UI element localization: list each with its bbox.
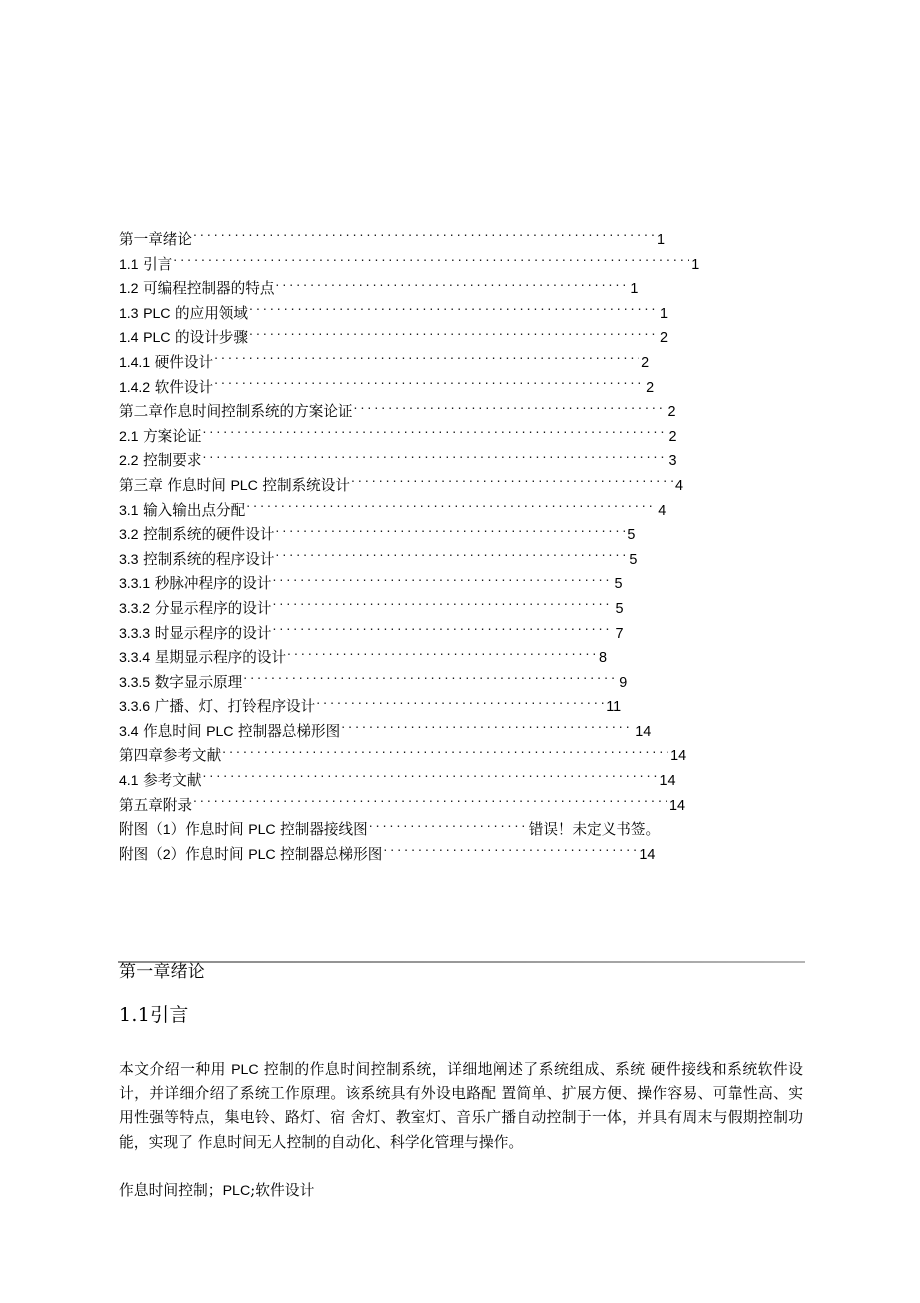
toc-entry[interactable] — [119, 794, 809, 819]
toc-page-number: 3 — [668, 453, 677, 470]
table-of-contents — [119, 228, 809, 867]
toc-entry[interactable] — [119, 597, 809, 622]
toc-dot-leader — [243, 672, 617, 687]
toc-entry-label: 3.3.2 分显示程序的设计 — [119, 599, 272, 617]
toc-entry[interactable] — [119, 253, 809, 278]
toc-dot-leader — [275, 549, 627, 564]
toc-entry-label: 3.4 作息时间 PLC 控制器总梯形图 — [119, 722, 341, 740]
toc-entry-label: 1.2 可编程控制器的特点 — [119, 280, 275, 298]
toc-page-number: 5 — [629, 551, 638, 568]
toc-entry-label: 3.3.1 秒脉冲程序的设计 — [119, 575, 272, 593]
toc-page-number: 2 — [641, 354, 650, 371]
toc-entry[interactable] — [119, 326, 809, 351]
toc-page-number: 8 — [599, 650, 608, 667]
toc-page-number: 5 — [615, 600, 624, 617]
toc-dot-leader — [173, 254, 689, 269]
toc-page-number: 2 — [646, 379, 655, 396]
toc-dot-leader — [222, 746, 668, 761]
toc-dot-leader — [272, 574, 612, 589]
toc-entry-label: 1.4 PLC 的设计步骤 — [119, 329, 248, 347]
toc-page-number: 2 — [668, 428, 677, 445]
toc-entry-label: 第一章绪论 — [119, 231, 192, 248]
toc-page-number: 1 — [656, 232, 665, 248]
toc-entry[interactable] — [119, 351, 809, 376]
toc-page-number: 2 — [667, 404, 676, 421]
toc-page-number: 5 — [614, 576, 623, 593]
toc-entry[interactable] — [119, 400, 809, 425]
toc-page-number: 1 — [630, 281, 639, 298]
toc-page-number: 4 — [658, 502, 667, 519]
toc-entry-label: 第四章参考文献 — [119, 747, 222, 765]
toc-entry[interactable] — [119, 646, 809, 671]
toc-dot-leader — [202, 451, 666, 466]
section-divider-rule — [118, 961, 805, 963]
toc-entry-label: 3.3.6 广播、灯、打铃程序设计 — [119, 698, 316, 716]
toc-page-number: 4 — [674, 477, 683, 494]
toc-entry[interactable] — [119, 818, 809, 843]
toc-entry[interactable] — [119, 769, 809, 794]
toc-entry-label: 1.1 引言 — [119, 255, 173, 273]
toc-page-number: 1 — [691, 256, 700, 273]
toc-page-number: 14 — [668, 797, 685, 814]
toc-dot-leader — [249, 328, 658, 343]
toc-page-number: 14 — [639, 846, 656, 863]
toc-entry-label: 第三章 作息时间 PLC 控制系统设计 — [119, 476, 350, 494]
toc-page-number: 11 — [606, 699, 622, 716]
toc-entry-label: 附图（2）作息时间 PLC 控制器总梯形图 — [119, 845, 383, 863]
toc-entry-label: 2.2 控制要求 — [119, 452, 202, 470]
toc-entry-label: 3.3 控制系统的程序设计 — [119, 550, 275, 568]
toc-entry[interactable] — [119, 228, 809, 253]
toc-entry[interactable] — [119, 376, 809, 401]
toc-dot-leader — [351, 475, 673, 490]
toc-entry[interactable] — [119, 302, 809, 327]
toc-entry-label: 3.3.3 时显示程序的设计 — [119, 624, 272, 642]
toc-dot-leader — [249, 303, 658, 318]
toc-dot-leader — [214, 377, 644, 392]
toc-page-number: 9 — [619, 674, 628, 691]
toc-entry-label: 3.3.5 数字显示原理 — [119, 673, 243, 691]
toc-entry[interactable] — [119, 744, 809, 769]
toc-entry[interactable] — [119, 277, 809, 302]
toc-dot-leader — [193, 229, 655, 244]
toc-entry[interactable] — [119, 449, 809, 474]
toc-page-number: 5 — [627, 527, 636, 544]
toc-entry[interactable] — [119, 548, 809, 573]
toc-entry[interactable] — [119, 572, 809, 597]
chapter-heading: 第一章绪论 — [119, 962, 205, 982]
toc-dot-leader — [193, 795, 667, 810]
toc-dot-leader — [369, 820, 528, 835]
toc-dot-leader — [246, 500, 656, 515]
toc-entry[interactable] — [119, 843, 809, 868]
toc-entry-label: 1.4.1 硬件设计 — [119, 353, 214, 371]
toc-dot-leader — [383, 844, 637, 859]
toc-entry-label: 1.3 PLC 的应用领域 — [119, 304, 248, 322]
toc-entry-label: 1.4.2 软件设计 — [119, 378, 214, 396]
toc-page-number: 错误！未定义书签。 — [528, 821, 661, 839]
toc-dot-leader — [275, 525, 625, 540]
toc-entry-label: 第二章作息时间控制系统的方案论证 — [119, 403, 353, 421]
toc-dot-leader — [287, 648, 597, 663]
keywords-line: 作息时间控制；PLC;软件设计 — [119, 1181, 315, 1199]
toc-page-number: 1 — [660, 305, 669, 322]
toc-entry[interactable] — [119, 695, 809, 720]
toc-entry[interactable] — [119, 523, 809, 548]
toc-entry[interactable] — [119, 425, 809, 450]
toc-entry-label: 4.1 参考文献 — [119, 772, 202, 790]
toc-page-number: 14 — [635, 723, 652, 740]
toc-dot-leader — [275, 279, 628, 294]
toc-entry-label: 2.1 方案论证 — [119, 427, 202, 445]
toc-dot-leader — [202, 426, 666, 441]
toc-entry[interactable] — [119, 499, 809, 524]
toc-entry-label: 附图（1）作息时间 PLC 控制器接线图 — [119, 821, 368, 839]
toc-page-number: 14 — [670, 748, 687, 765]
toc-entry-label: 3.3.4 星期显示程序的设计 — [119, 649, 287, 667]
toc-dot-leader — [272, 598, 613, 613]
toc-entry[interactable] — [119, 474, 809, 499]
toc-dot-leader — [272, 623, 613, 638]
toc-dot-leader — [354, 402, 666, 417]
toc-page-number: 14 — [659, 773, 676, 790]
toc-dot-leader — [202, 770, 657, 785]
section-heading: 1.1引言 — [119, 1004, 189, 1026]
toc-dot-leader — [316, 697, 604, 712]
toc-entry-label: 第五章附录 — [119, 796, 192, 814]
toc-page-number: 7 — [615, 625, 624, 642]
toc-page-number: 2 — [660, 330, 669, 347]
toc-dot-leader — [341, 721, 633, 736]
toc-entry-label: 3.2 控制系统的硬件设计 — [119, 526, 275, 544]
toc-entry[interactable] — [119, 671, 809, 696]
abstract-paragraph: 本文介绍一种用 PLC 控制的作息时间控制系统，详细地阐述了系统组成、系统 硬件接线和系统软件设计，并详细介绍了系统工作原理。该系统具有外设电路配 置简单、扩展方便、操作容易、可靠性高、实用性强等特点，集电铃、路灯、宿 舍灯、教室灯、音乐广播自动控制于一体，并具有周末与假期控制功能，实现了 作息时间无人控制的自动化、科学化管理与操作。 — [119, 1060, 803, 1151]
toc-entry-label: 3.1 输入输出点分配 — [119, 501, 246, 519]
toc-dot-leader — [214, 352, 639, 367]
toc-entry[interactable] — [119, 720, 809, 745]
toc-entry[interactable] — [119, 622, 809, 647]
